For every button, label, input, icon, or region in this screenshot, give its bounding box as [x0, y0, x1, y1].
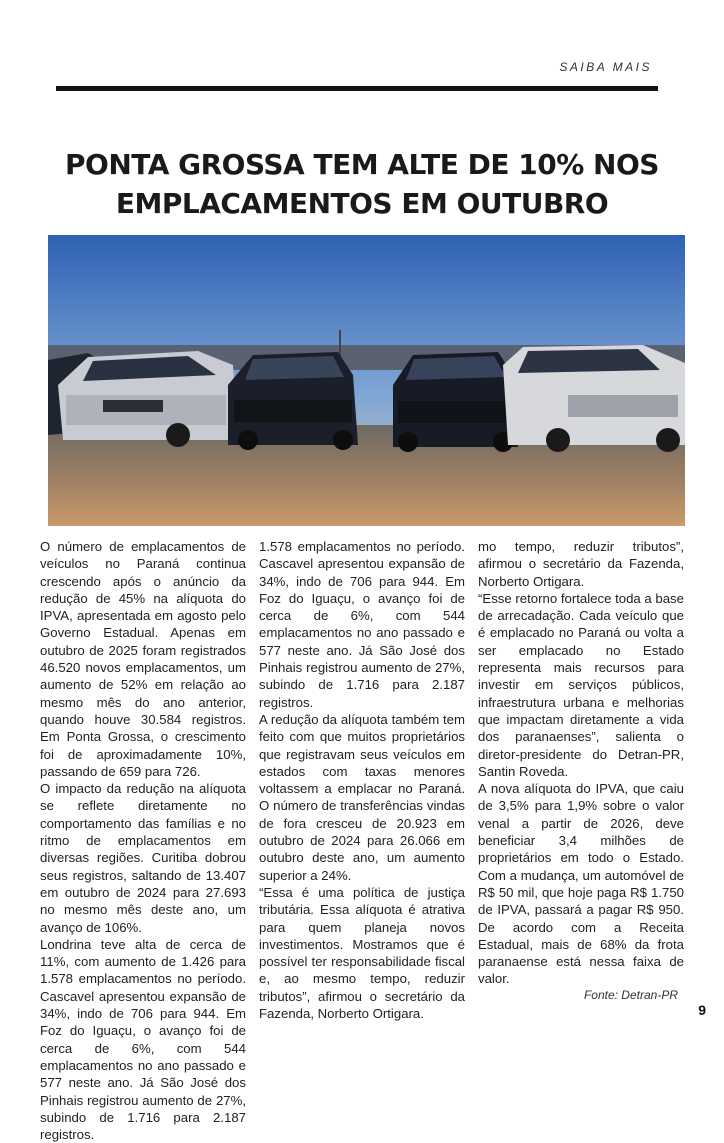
- header-rule: [56, 86, 658, 91]
- article-column-2: [259, 538, 465, 1022]
- article-paragraph: O número de emplacamentos de veículos no Paraná continua crescendo após o anúncio da redução de 45% na alíquota do IPVA, apresentada em agosto pelo Governo Estadual. Apenas em outubro de 2025 foram registrados 46.520 novos emplacamentos, um aumento de 52% em relação ao mesmo mês do ano anterior, quando houve 30.584 registros. Em Ponta Grossa, o crescimento foi de aproximadamente 10%, passando de 659 para 726.: [40, 539, 246, 779]
- article-paragraph: O impacto da redução na alíquota se reflete diretamente no comportamento das famílias e no ritmo de emplacamentos em diversas regiões. Curitiba dobrou seus registros, saltando de 13.407 em outubro de 2024 para 27.693 no mesmo mês deste ano, um avanço de 106%.: [40, 781, 246, 935]
- cars-photo-illustration: [48, 235, 685, 526]
- article-paragraph: “Essa é uma política de justiça tributária. Essa alíquota é atrativa para quem planeja novos investimentos. Mostramos que é possível ter responsabilidade fiscal e, ao mesmo tempo, reduzir tributos”, afirmou o secretário da Fazenda, Norberto Ortigara.: [259, 884, 465, 1022]
- article-column-3: [478, 538, 684, 988]
- article-paragraph: Londrina teve alta de cerca de 11%, com aumento de 1.426 para 1.578 emplacamentos no período. Cascavel apresentou expansão de 34%, indo de 706 para 944. Em Foz do Iguaçu, o avanço foi de cerca de 6%, com 544 emplacamentos no ano passado e 577 neste ano. Já São José dos Pinhais registrou aumento de 27%, subindo de 1.716 para 2.187 registros.: [40, 936, 246, 1143]
- source-credit: Fonte: Detran-PR: [583, 988, 678, 1002]
- section-label: SAIBA MAIS: [559, 60, 652, 74]
- page-number: 9: [698, 1002, 706, 1018]
- article-photo: [48, 235, 685, 526]
- article-paragraph: “Esse retorno fortalece toda a base de arrecadação. Cada veículo que é emplacado no Paraná ou volta a ser emplacado no Estado representa mais recursos para investir em serviços públicos, infraestrutura urbana e melhorias que impactam diretamente a vida dos paranaenses”, salienta o diretor-presidente do Detran-PR, Santin Roveda.: [478, 590, 684, 779]
- article-paragraph: A nova alíquota do IPVA, que caiu de 3,5% para 1,9% sobre o valor venal a partir de 2026, deve beneficiar 3,4 milhões de proprietários em todo o Estado. Com a mudança, um automóvel de R$ 50 mil, que hoje paga R$ 1.750 de IPVA, passará a pagar R$ 950. De acordo com a Receita Estadual, mais de 68% da frota paranaense está nessa faixa de valor.: [478, 781, 684, 987]
- article-paragraph-continued: 1.578 emplacamentos no período. Cascavel apresentou expansão de 34%, indo de 706 para 944. Em Foz do Iguaçu, o avanço foi de cerca de 6%, com 544 emplacamentos no ano passado e 577 neste ano. Já São José dos Pinhais registrou aumento de 27%, subindo de 1.716 para 2.187 registros.: [259, 539, 465, 710]
- article-headline: PONTA GROSSA TEM ALTE DE 10% NOS EMPLACAMENTOS EM OUTUBRO: [65, 148, 659, 220]
- article-column-1: [40, 538, 246, 1143]
- article-paragraph: A redução da alíquota também tem feito com que muitos proprietários que registravam seus veículos em estados com taxas menores voltassem a emplacar no Paraná. O número de transferências vindas de fora cresceu de 20.923 em outubro de 2024 para 26.066 em outubro deste ano, um aumento superior a 24%.: [259, 711, 465, 883]
- article-paragraph-continued: mo tempo, reduzir tributos”, afirmou o secretário da Fazenda, Norberto Ortigara.: [478, 539, 684, 589]
